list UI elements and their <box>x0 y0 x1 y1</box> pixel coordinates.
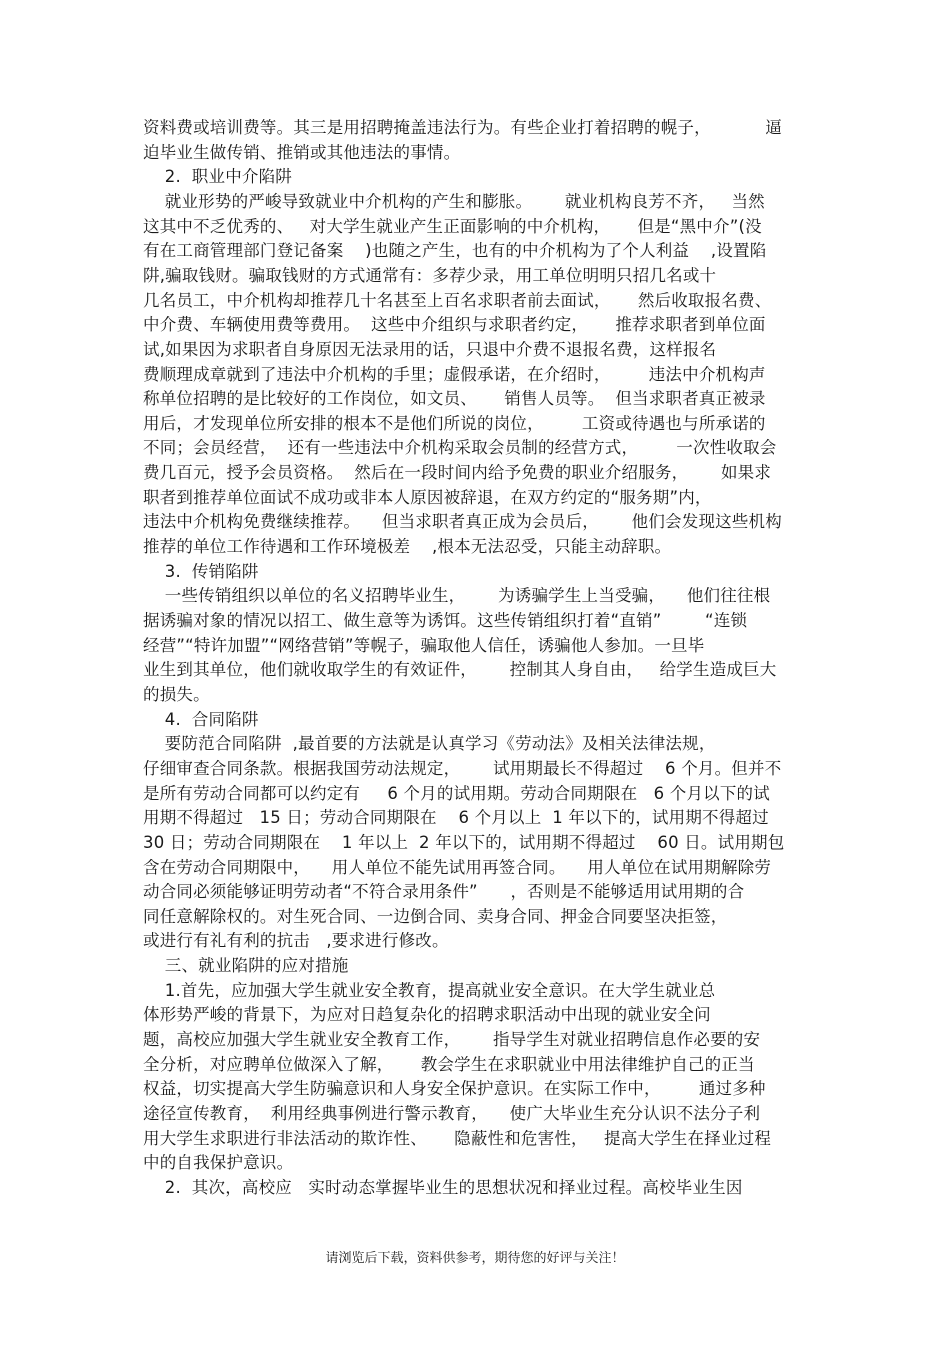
text-line: 体形势严峻的背景下，为应对日趋复杂化的招聘求职活动中出现的就业安全问 <box>143 1005 711 1025</box>
text-line: 阱,骗取钱财。骗取钱财的方式通常有：多荐少录，用工单位明明只招几名或十 <box>143 265 717 285</box>
text-line: 要防范合同陷阱 ,最首要的方法就是认真学习《劳动法》及相关法律法规， <box>143 734 716 754</box>
text-line: 推荐的单位工作待遇和工作环境极差 ,根本无法忍受，只能主动辞职。 <box>143 537 672 557</box>
text-line: 途径宣传教育， 利用经典事例进行警示教育， 使广大毕业生充分认识不法分子利 <box>143 1104 761 1123</box>
text-line: 一些传销组织以单位的名义招聘毕业生， 为诱骗学生上当受骗， 他们往往根 <box>143 586 771 606</box>
text-line: 违法中介机构免费继续推荐。 但当求职者真正成为会员后， 他们会发现这些机构 <box>143 512 782 532</box>
text-line: 动合同必须能够证明劳动者“不符合录用条件” ，否则是不能够适用试用期的合 <box>143 882 745 902</box>
text-line: 有在工商管理部门登记备案 )也随之产生，也有的中介机构为了个人利益 ,设置陷 <box>143 241 767 261</box>
text-line: 职者到推荐单位面试不成功或非本人原因被辞退，在双方约定的“服务期”内， <box>143 487 712 507</box>
text-line: 仔细审查合同条款。根据我国劳动法规定， 试用期最长不得超过 6 个月。但并不 <box>143 758 782 778</box>
text-line: 用后，才发现单位所安排的根本不是他们所说的岗位， 工资或待遇也与所承诺的 <box>143 413 766 433</box>
text-line: 试,如果因为求职者自身原因无法录用的话，只退中介费不退报名费，这样报名 <box>143 339 717 359</box>
text-line: 业生到其单位，他们就收取学生的有效证件， 控制其人身自由， 给学生造成巨大 <box>143 660 777 680</box>
text-line: 据诱骗对象的情况以招工、做生意等为诱饵。这些传销组织打着“直销” “连锁 <box>143 611 748 630</box>
text-line: 的损失。 <box>143 684 210 704</box>
text-line: 中介费、车辆使用费等费用。 这些中介组织与求职者约定， 推荐求职者到单位面 <box>143 315 766 335</box>
text-line: 迫毕业生做传销、推销或其他违法的事情。 <box>143 142 461 162</box>
text-line: 费几百元，授予会员资格。 然后在一段时间内给予免费的职业介绍服务， 如果求 <box>143 463 772 483</box>
text-line: 这其中不乏优秀的、 对大学生就业产生正面影响的中介机构， 但是“黑中介”(没 <box>143 216 762 236</box>
text-line: 称单位招聘的是比较好的工作岗位，如文员、 销售人员等。 但当求职者真正被录 <box>143 389 766 409</box>
text-line: 2. 职业中介陷阱 <box>143 167 293 187</box>
text-line: 几名员工，中介机构却推荐几十名甚至上百名求职者前去面试， 然后收取报名费、 <box>143 290 772 310</box>
text-line: 经营”“特许加盟”“网络营销”等幌子，骗取他人信任，诱骗他人参加。一旦毕 <box>143 635 705 655</box>
text-line: 不同；会员经营， 还有一些违法中介机构采取会员制的经营方式， 一次性收取会 <box>143 438 777 458</box>
text-line: 是所有劳动合同都可以约定有 6 个月的试用期。劳动合同期限在 6 个月以下的试 <box>143 783 770 803</box>
text-line: 费顺理成章就到了违法中介机构的手里；虚假承诺，在介绍时， 违法中介机构声 <box>143 364 766 384</box>
text-line: 中的自我保护意识。 <box>143 1153 294 1173</box>
text-line: 同任意解除权的。对生死合同、一边倒合同、卖身合同、押金合同要坚决拒签， <box>143 906 728 926</box>
text-line: 2. 其次，高校应 实时动态掌握毕业生的思想状况和择业过程。高校毕业生因 <box>143 1177 743 1197</box>
text-line: 权益，切实提高大学生防骗意识和人身安全保护意识。在实际工作中， 通过多种 <box>143 1079 766 1099</box>
text-line: 3. 传销陷阱 <box>143 561 259 581</box>
text-line: 全分析，对应聘单位做深入了解， 教会学生在求职就业中用法律维护自己的正当 <box>143 1054 755 1074</box>
text-line: 含在劳动合同期限中， 用人单位不能先试用再签合同。 用人单位在试用期解除劳 <box>143 857 772 877</box>
text-line: 或进行有礼有利的抗击 ,要求进行修改。 <box>143 931 449 951</box>
page-footer: 请浏览后下载，资料供参考，期待您的好评与关注！ <box>325 1251 625 1266</box>
text-line: 4. 合同陷阱 <box>143 709 259 729</box>
text-line: 用期不得超过 15 日；劳动合同期限在 6 个月以上 1 年以下的，试用期不得超过 <box>143 808 769 828</box>
text-line: 资料费或培训费等。其三是用招聘掩盖违法行为。有些企业打着招聘的幌子， 逼 <box>143 118 782 137</box>
text-line: 1.首先，应加强大学生就业安全教育，提高就业安全意识。在大学生就业总 <box>143 980 716 1000</box>
text-line: 三、就业陷阱的应对措施 <box>143 956 349 976</box>
text-line: 题，高校应加强大学生就业安全教育工作， 指导学生对就业招聘信息作必要的安 <box>143 1030 761 1050</box>
text-line: 用大学生求职进行非法活动的欺诈性、 隐蔽性和危害性， 提高大学生在择业过程 <box>143 1128 772 1148</box>
text-line: 30 日；劳动合同期限在 1 年以上 2 年以下的，试用期不得超过 60 日。试用期包 <box>143 832 785 852</box>
text-line: 就业形势的严峻导致就业中介机构的产生和膨胀。 就业机构良芳不齐， 当然 <box>143 191 765 211</box>
